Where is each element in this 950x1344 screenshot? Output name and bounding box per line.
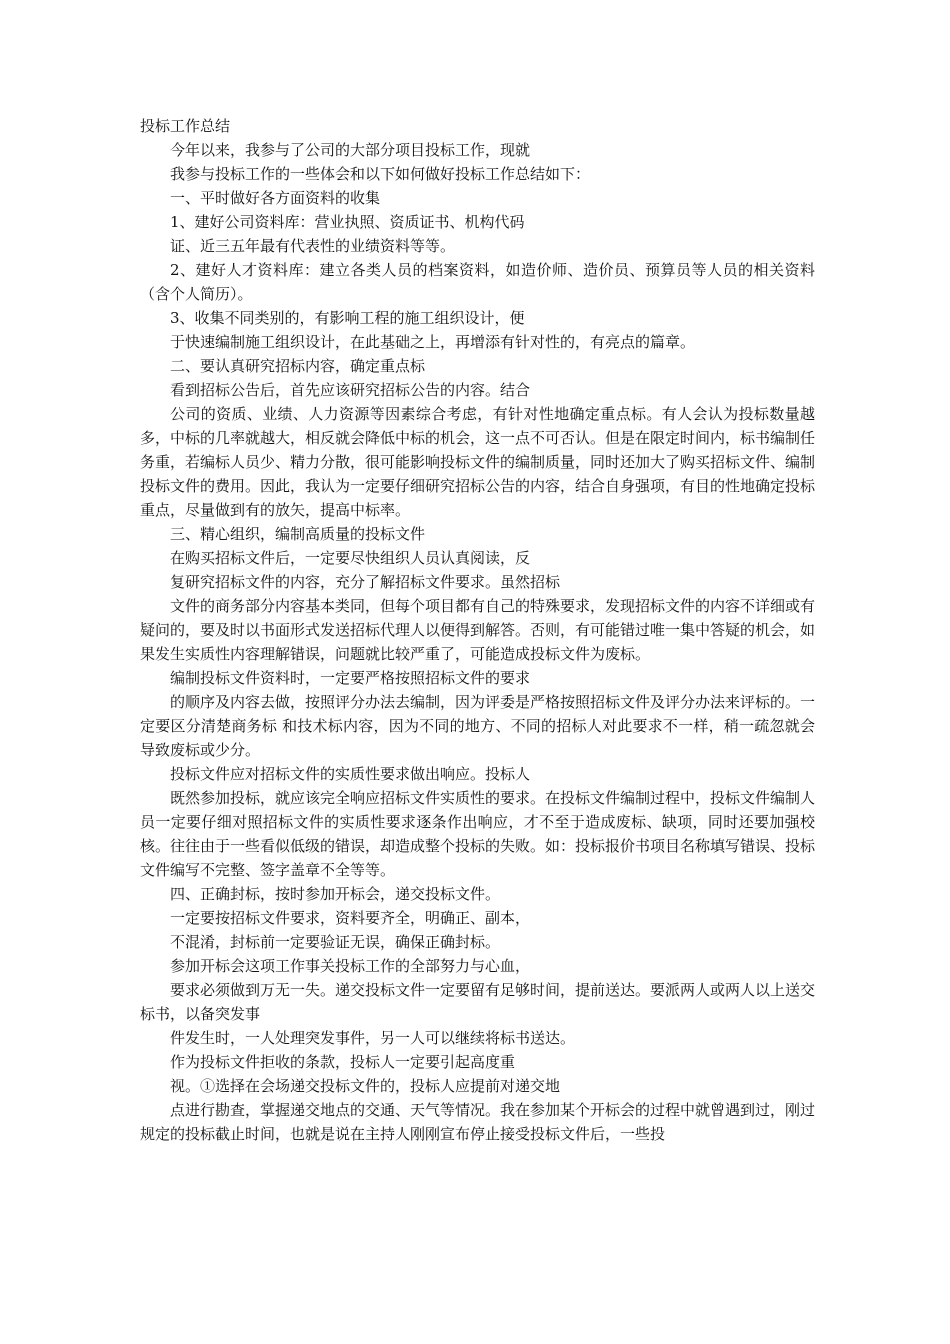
document-page xyxy=(140,114,815,1146)
section-heading: 三、精心组织，编制高质量的投标文件 xyxy=(170,525,426,543)
paragraph: 看到招标公告后，首先应该研究招标公告的内容。结合 xyxy=(170,381,531,399)
paragraph: 在购买招标文件后，一定要尽快组织人员认真阅读，反 xyxy=(170,549,531,567)
paragraph: 证、近三五年最有代表性的业绩资料等等。 xyxy=(170,237,456,255)
paragraph: 不混淆，封标前一定要验证无误，确保正确封标。 xyxy=(170,933,501,951)
paragraph: 参加开标会这项工作事关投标工作的全部努力与心血， xyxy=(170,957,531,975)
paragraph: 作为投标文件拒收的条款，投标人一定要引起高度重 xyxy=(170,1053,516,1071)
document-title: 投标工作总结 xyxy=(140,117,231,135)
paragraph: 点进行勘查，掌握递交地点的交通、天气等情况。我在参加某个开标会的过程中就曾遇到过，刚过规定的投标截止时间，也就是说在主持人刚刚宣布停止接受投标文件后，一些投 xyxy=(140,1101,816,1143)
paragraph: 今年以来，我参与了公司的大部分项目投标工作，现就 xyxy=(170,141,531,159)
paragraph: 件发生时，一人处理突发事件，另一人可以继续将标书送达。 xyxy=(170,1029,576,1047)
paragraph: 于快速编制施工组织设计，在此基础之上，再增添有针对性的，有亮点的篇章。 xyxy=(170,333,696,351)
section-heading: 四、正确封标，按时参加开标会，递交投标文件。 xyxy=(170,885,501,903)
paragraph: 1、建好公司资料库：营业执照、资质证书、机构代码 xyxy=(170,213,525,231)
paragraph: 视。①选择在会场递交投标文件的，投标人应提前对递交地 xyxy=(170,1077,561,1095)
paragraph: 要求必须做到万无一失。递交投标文件一定要留有足够时间，提前送达。要派两人或两人以上送交标书，以备突发事 xyxy=(140,981,816,1023)
paragraph: 2、建好人才资料库：建立各类人员的档案资料，如造价师、造价员、预算员等人员的相关资料（含个人简历）。 xyxy=(140,261,815,303)
paragraph: 投标文件应对招标文件的实质性要求做出响应。投标人 xyxy=(170,765,531,783)
paragraph: 复研究招标文件的内容，充分了解招标文件要求。虽然招标 xyxy=(170,573,561,591)
paragraph: 3、收集不同类别的，有影响工程的施工组织设计，便 xyxy=(170,309,525,327)
paragraph: 既然参加投标，就应该完全响应招标文件实质性的要求。在投标文件编制过程中，投标文件编制人员一定要仔细对照招标文件的实质性要求逐条作出响应，才不至于造成废标、缺项，同时还要加强校核。往往由于一些看似低级的错误，却造成整个投标的失败。如：投标报价书项目名称填写错误、投标文件编写不完整、签字盖章不全等等。 xyxy=(140,789,816,879)
paragraph: 一定要按招标文件要求，资料要齐全，明确正、副本， xyxy=(170,909,531,927)
paragraph: 编制投标文件资料时，一定要严格按照招标文件的要求 xyxy=(170,669,531,687)
section-heading: 二、要认真研究招标内容，确定重点标 xyxy=(170,357,426,375)
paragraph: 公司的资质、业绩、人力资源等因素综合考虑，有针对性地确定重点标。有人会认为投标数量越多，中标的几率就越大，相反就会降低中标的机会，这一点不可否认。但是在限定时间内，标书编制任务重，若编标人员少、精力分散，很可能影响投标文件的编制质量，同时还加大了购买招标文件、编制投标文件的费用。因此，我认为一定要仔细研究招标公告的内容，结合自身强项，有目的性地确定投标重点，尽量做到有的放矢，提高中标率。 xyxy=(140,405,816,519)
paragraph: 的顺序及内容去做，按照评分办法去编制，因为评委是严格按照招标文件及评分办法来评标的。一定要区分清楚商务标 和技术标内容，因为不同的地方、不同的招标人对此要求不一样，稍一疏忽就会导致废标或少分。 xyxy=(140,693,816,759)
section-heading: 一、平时做好各方面资料的收集 xyxy=(170,189,381,207)
paragraph: 我参与投标工作的一些体会和以下如何做好投标工作总结如下： xyxy=(170,165,591,183)
paragraph: 文件的商务部分内容基本类同，但每个项目都有自己的特殊要求，发现招标文件的内容不详细或有疑问的，要及时以书面形式发送招标代理人以便得到解答。否则，有可能错过唯一集中答疑的机会，如果发生实质性内容理解错误，问题就比较严重了，可能造成投标文件为废标。 xyxy=(140,597,816,663)
